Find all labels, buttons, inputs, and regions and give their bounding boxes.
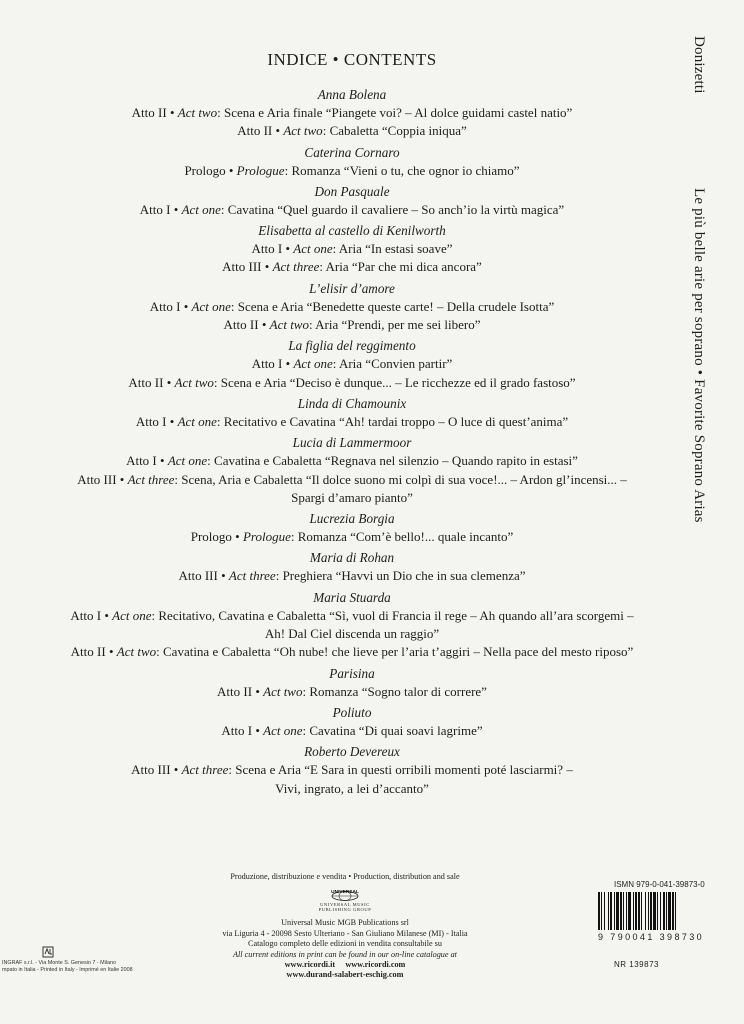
aria-line: Prologo • Prologue: Romanza “Vieni o tu, che ognor io chiamo” bbox=[184, 162, 520, 178]
aria-text: Scena e Aria “Benedette queste carte! – Della crudele Isotta” bbox=[237, 298, 555, 314]
entry bbox=[22, 394, 682, 431]
aria-text: Cabaletta “Coppia iniqua” bbox=[329, 123, 467, 139]
opera-title: Poliuto bbox=[332, 704, 372, 720]
barcode-bar bbox=[610, 892, 612, 930]
printer-logo-icon bbox=[42, 946, 54, 958]
opera-title: Linda di Chamounix bbox=[297, 395, 407, 411]
act-english: Act two bbox=[283, 123, 323, 139]
entry bbox=[22, 664, 682, 701]
act-italian: Atto II bbox=[237, 123, 273, 139]
aria-text: Cavatina e Cabaletta “Oh nube! che lieve per l’aria t’aggiri – Nella pace del mesto riposo” bbox=[163, 644, 634, 660]
aria-line: Atto II • Act two: Scena e Aria “Deciso è dunque... – Le ricchezze ed il grado fastoso” bbox=[128, 374, 576, 390]
act-english: Act three bbox=[228, 568, 276, 584]
act-english: Prologue bbox=[242, 529, 291, 545]
act-english: Act one bbox=[293, 241, 333, 257]
aria-text: Aria “In estasi soave” bbox=[338, 241, 453, 257]
opera-title: Maria Stuarda bbox=[313, 589, 391, 605]
entry bbox=[22, 433, 682, 507]
act-english: Act two bbox=[116, 644, 157, 660]
aria-text: Cavatina “Quel guardo il cavaliere – So anch’io la virtù magica” bbox=[227, 201, 565, 217]
aria-line: Prologo • Prologue: Romanza “Com’è bello!... quale incanto” bbox=[190, 529, 514, 545]
opera-title: Elisabetta al castello di Kenilworth bbox=[258, 223, 446, 239]
barcode-bar bbox=[598, 892, 600, 930]
aria-line: Atto II • Act two: Cabaletta “Coppia iniqua” bbox=[237, 123, 467, 139]
entry bbox=[22, 703, 682, 740]
barcode-bar bbox=[672, 892, 674, 930]
barcode-bar bbox=[638, 892, 640, 930]
act-italian: Atto II bbox=[223, 317, 259, 333]
opera-title: Don Pasquale bbox=[314, 183, 390, 199]
aria-text: Preghiera “Havvi un Dio che in sua clemenza” bbox=[282, 568, 526, 584]
aria-text: Recitativo e Cavatina “Ah! tardai troppo – O luce di quest’anima” bbox=[223, 413, 569, 429]
barcode-bar bbox=[645, 892, 646, 930]
barcode-bar bbox=[660, 892, 661, 930]
aria-line-continued: Spargi d’amaro pianto” bbox=[291, 489, 413, 505]
aria-line-continued: Vivi, ingrato, a lei d’accanto” bbox=[275, 780, 429, 796]
aria-line-continued: Ah! Dal Ciel discenda un raggio” bbox=[264, 626, 440, 642]
barcode-bar bbox=[608, 892, 609, 930]
aria-line: Atto III • Act three: Aria “Par che mi dica ancora” bbox=[222, 259, 482, 275]
barcode-bar bbox=[657, 892, 658, 930]
act-italian: Atto III bbox=[77, 471, 117, 487]
act-english: Act two bbox=[263, 683, 303, 699]
act-italian: Atto I bbox=[126, 453, 157, 469]
aria-line: Atto I • Act one: Recitativo e Cavatina “Ah! tardai troppo – O luce di quest’anima” bbox=[135, 413, 569, 429]
barcode-bar bbox=[653, 892, 656, 930]
spine-text bbox=[690, 36, 726, 546]
act-english: Act one bbox=[263, 722, 303, 738]
act-italian: Atto I bbox=[135, 413, 167, 429]
publisher-footer bbox=[200, 872, 490, 981]
opera-title: Lucrezia Borgia bbox=[309, 511, 395, 527]
contents-list bbox=[22, 50, 682, 800]
barcode-bar bbox=[666, 892, 667, 930]
aria-line: Atto I • Act one: Scena e Aria “Benedette queste carte! – Della crudele Isotta” bbox=[149, 298, 555, 314]
entry bbox=[22, 509, 682, 546]
entry bbox=[22, 588, 682, 662]
aria-line: Atto I • Act one: Aria “In estasi soave” bbox=[251, 241, 453, 257]
barcode-bar bbox=[620, 892, 622, 930]
logo-caption-1: UNIVERSAL MUSIC bbox=[320, 902, 370, 908]
universal-logo bbox=[315, 888, 375, 914]
entry bbox=[22, 742, 682, 798]
act-italian: Atto II bbox=[128, 374, 164, 390]
act-italian: Atto I bbox=[251, 356, 283, 372]
entry bbox=[22, 336, 682, 392]
catalog-note-en: All current editions in print can be found in our on-line catalogue at bbox=[233, 949, 457, 959]
aria-line: Atto I • Act one: Recitativo, Cavatina e Cabaletta “Sì, vuol di Francia il rege – Ah quando all’ara scorgemi – bbox=[70, 607, 634, 623]
barcode-bar bbox=[628, 892, 631, 930]
entry bbox=[22, 221, 682, 277]
aria-line: Atto II • Act two: Scena e Aria finale “Piangete voi? – Al dolce guidami castel natio” bbox=[131, 105, 573, 120]
website-links: www.ricordi.it www.ricordi.com bbox=[284, 960, 406, 970]
printer-line-2: mpato in Italia - Printed in Italy - Imprimé en Italie 2008 bbox=[2, 967, 133, 973]
spine-title: Le più belle arie per soprano • Favorite Soprano Arias bbox=[691, 188, 707, 523]
aria-line: Atto I • Act one: Aria “Convien partir” bbox=[251, 356, 453, 372]
printer-line-1: INGRAF s.r.l. - Via Monte S. Genesio 7 - Milano bbox=[2, 960, 117, 966]
aria-text: Recitativo, Cavatina e Cabaletta “Sì, vuol di Francia il rege – Ah quando all’ara scorgemi – bbox=[158, 607, 634, 623]
entry bbox=[22, 279, 682, 335]
aria-line: Atto II • Act two: Aria “Prendi, per me sei libero” bbox=[223, 317, 481, 333]
aria-text: Scena, Aria e Cabaletta “Il dolce suono mi colpì di sua voce!... – Ardon gl’incensi... – bbox=[181, 471, 627, 487]
aria-line: Atto II • Act two: Cavatina e Cabaletta “Oh nube! che lieve per l’aria t’aggiri – Nella pace del mesto riposo” bbox=[70, 644, 634, 660]
entries-container bbox=[22, 85, 682, 798]
act-english: Act one bbox=[191, 298, 231, 314]
aria-line: Atto I • Act one: Cavatina “Quel guardo il cavaliere – So anch’io la virtù magica” bbox=[139, 201, 565, 217]
aria-line: Atto III • Act three: Scena, Aria e Cabaletta “Il dolce suono mi colpì di sua voce!... – Ardon gl’incensi... – bbox=[77, 471, 627, 487]
barcode-digits: 9 790041 398730 bbox=[598, 932, 705, 942]
aria-line: Atto II • Act two: Romanza “Sogno talor di correre” bbox=[217, 683, 487, 699]
act-italian: Atto II bbox=[131, 105, 167, 120]
opera-title: Anna Bolena bbox=[317, 87, 387, 102]
aria-text: Aria “Prendi, per me sei libero” bbox=[315, 317, 481, 333]
printer-imprint bbox=[2, 960, 152, 974]
entry bbox=[22, 85, 682, 141]
spine-composer: Donizetti bbox=[691, 36, 707, 94]
barcode-bar bbox=[641, 892, 642, 930]
distribution-line: Produzione, distribuzione e vendita • Production, distribution and sale bbox=[230, 872, 460, 881]
opera-title: Maria di Rohan bbox=[309, 550, 395, 566]
barcode-bar bbox=[601, 892, 602, 930]
act-english: Act one bbox=[293, 356, 333, 372]
opera-title: La figlia del reggimento bbox=[288, 338, 416, 354]
act-english: Act one bbox=[112, 607, 152, 623]
act-english: Act two bbox=[177, 105, 218, 120]
catalog-note-it: Catalogo completo delle edizioni in vendita consultabile su bbox=[248, 939, 442, 949]
aria-line: Atto I • Act one: Cavatina e Cabaletta “Regnava nel silenzio – Quando rapito in estasi” bbox=[126, 453, 578, 469]
logo-caption-2: PUBLISHING GROUP bbox=[318, 907, 372, 913]
opera-title: L’elisir d’amore bbox=[309, 280, 395, 296]
act-italian: Atto II bbox=[217, 683, 253, 699]
logo-word: UNIVERSAL bbox=[331, 890, 359, 896]
opera-title: Parisina bbox=[329, 665, 375, 681]
barcode-bar bbox=[604, 892, 605, 930]
barcode-bar bbox=[623, 892, 624, 930]
catalogue-number: NR 139873 bbox=[614, 960, 659, 969]
aria-text: Romanza “Vieni o tu, che ognor io chiamo” bbox=[291, 162, 520, 178]
universal-logo-mark bbox=[315, 888, 375, 902]
aria-line: Atto III • Act three: Preghiera “Havvi un Dio che in sua clemenza” bbox=[178, 568, 526, 584]
act-italian: Atto III bbox=[178, 568, 218, 584]
aria-text: Scena e Aria “Deciso è dunque... – Le ricchezze ed il grado fastoso” bbox=[220, 374, 576, 390]
act-english: Prologue bbox=[236, 162, 285, 178]
publisher-address: via Liguria 4 - 20098 Sesto Ulteriano - San Giuliano Milanese (MI) - Italia bbox=[222, 928, 468, 938]
aria-text: Romanza “Com’è bello!... quale incanto” bbox=[297, 529, 514, 545]
ismn-label: ISMN 979-0-041-39873-0 bbox=[614, 880, 705, 889]
aria-line: Atto I • Act one: Cavatina “Di quai soavi lagrime” bbox=[221, 722, 483, 738]
barcode-bar bbox=[663, 892, 665, 930]
act-english: Act one bbox=[177, 413, 217, 429]
act-italian: Atto I bbox=[221, 722, 253, 738]
opera-title: Caterina Cornaro bbox=[304, 144, 400, 160]
act-english: Act three bbox=[127, 471, 175, 487]
act-italian: Atto I bbox=[149, 298, 181, 314]
barcode-bar bbox=[648, 892, 649, 930]
entry bbox=[22, 548, 682, 585]
barcode-bar bbox=[633, 892, 634, 930]
aria-text: Romanza “Sogno talor di correre” bbox=[309, 683, 487, 699]
act-english: Act two bbox=[269, 317, 309, 333]
barcode-bar bbox=[650, 892, 652, 930]
publisher-name: Universal Music MGB Publications srl bbox=[281, 918, 409, 928]
opera-title: Roberto Devereux bbox=[304, 744, 400, 760]
aria-text: Cavatina “Di quai soavi lagrime” bbox=[309, 722, 483, 738]
aria-text: Aria “Par che mi dica ancora” bbox=[325, 259, 482, 275]
barcode-icon bbox=[596, 892, 728, 930]
barcode-bar bbox=[668, 892, 671, 930]
barcode-block bbox=[596, 880, 728, 969]
page-title: INDICE • CONTENTS bbox=[267, 50, 437, 69]
barcode-bar bbox=[675, 892, 676, 930]
barcode-bar bbox=[616, 892, 619, 930]
act-italian: Atto I bbox=[70, 607, 102, 623]
barcode-bar bbox=[626, 892, 627, 930]
act-italian: Atto III bbox=[222, 259, 262, 275]
aria-text: Aria “Convien partir” bbox=[338, 356, 453, 372]
entry bbox=[22, 143, 682, 180]
aria-text: Scena e Aria finale “Piangete voi? – Al dolce guidami castel natio” bbox=[223, 105, 573, 120]
aria-line: Atto III • Act three: Scena e Aria “E Sara in questi orribili momenti poté lasciarmi? – bbox=[131, 762, 573, 778]
opera-title: Lucia di Lammermoor bbox=[292, 435, 412, 451]
entry bbox=[22, 182, 682, 219]
aria-text: Scena e Aria “E Sara in questi orribili momenti poté lasciarmi? – bbox=[235, 762, 573, 778]
act-italian: Prologo bbox=[184, 162, 226, 178]
act-english: Act three bbox=[181, 762, 229, 778]
act-english: Act two bbox=[174, 374, 214, 390]
act-italian: Prologo bbox=[190, 529, 232, 545]
act-english: Act three bbox=[272, 259, 320, 275]
barcode-bar bbox=[614, 892, 615, 930]
act-italian: Atto II bbox=[70, 644, 106, 660]
act-english: Act one bbox=[167, 453, 208, 469]
website-link-2: www.durand-salabert-eschig.com bbox=[286, 970, 404, 980]
barcode-bar bbox=[635, 892, 637, 930]
act-italian: Atto I bbox=[139, 201, 171, 217]
act-english: Act one bbox=[181, 201, 221, 217]
act-italian: Atto III bbox=[131, 762, 171, 778]
act-italian: Atto I bbox=[251, 241, 283, 257]
aria-text: Cavatina e Cabaletta “Regnava nel silenzio – Quando rapito in estasi” bbox=[214, 453, 578, 469]
